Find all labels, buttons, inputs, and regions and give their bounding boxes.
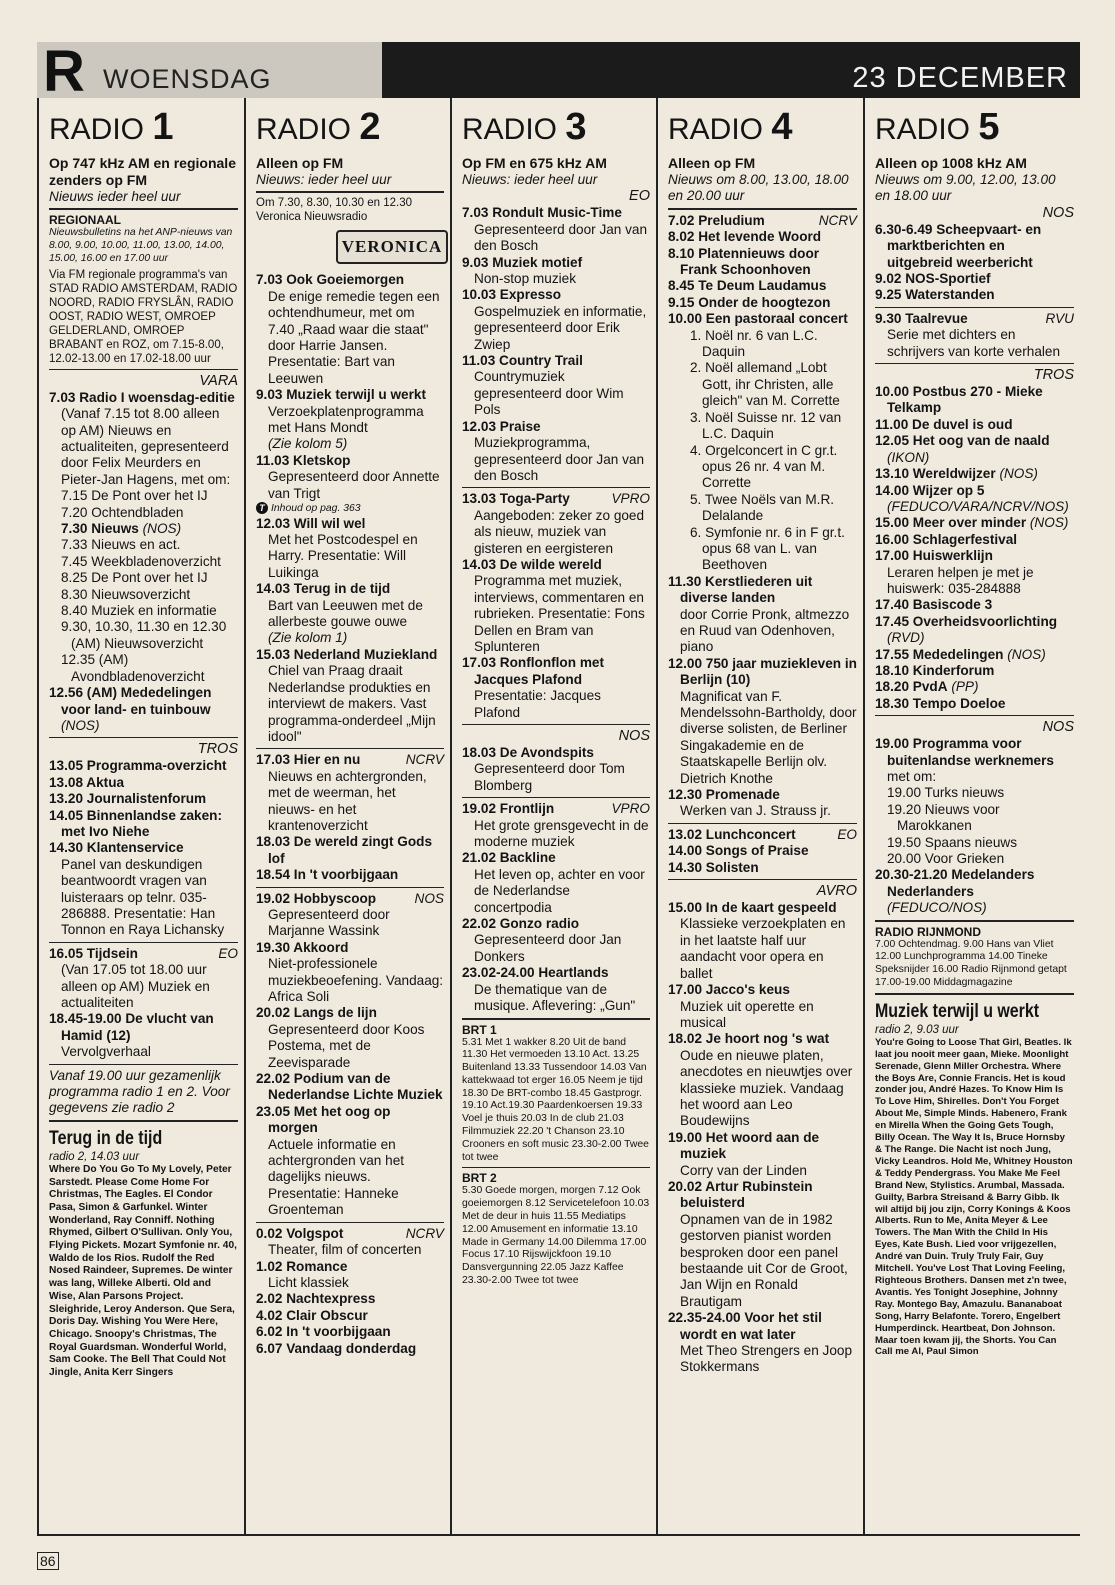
- program-description: Niet-professionele muziekbeoefening. Vandaag: Africa Soli: [268, 956, 444, 1005]
- divider: [49, 208, 238, 210]
- veronica-news-times: Om 7.30, 8.30, 10.30 en 12.30 Veronica Nieuwsradio: [256, 197, 413, 224]
- program-entry: 19.02 Frontlijn VPRO: [462, 801, 650, 817]
- program-description: Het grote grensgevecht in de moderne muziek: [474, 817, 649, 850]
- divider: [256, 887, 444, 888]
- program-entry: 12.56 (AM) Mededelingen voor land- en tuinbouw (NOS): [49, 685, 212, 733]
- sub-item: 7.15 De Pont over het IJ: [61, 488, 208, 504]
- program-entry: 18.54 In 't voorbijgaan: [256, 867, 399, 883]
- program-description: Gepresenteerd door Jan van den Bosch: [474, 221, 648, 254]
- program-entry: 13.10 Wereldwijzer (NOS): [875, 466, 1038, 482]
- radio-1-title: RADIO 1: [49, 106, 174, 148]
- program-entry: 6.30-6.49 Scheepvaart- en marktberichten en uitgebreid weerbericht: [875, 221, 1042, 270]
- date-label: 23 DECEMBER: [852, 62, 1068, 94]
- sub-item: 20.00 Voor Grieken: [887, 851, 1005, 867]
- program-entry: 12.30 Promenade: [668, 787, 780, 803]
- program-entry: 7.03 Radio I woensdag-editie: [49, 389, 235, 405]
- program-sub-items: [875, 785, 1074, 867]
- program-description: Theater, film of concerten: [268, 1242, 422, 1258]
- divider: [49, 1120, 238, 1122]
- program-entry: 2.02 Nachtexpress: [256, 1291, 376, 1307]
- broadcaster-label: TROS: [1033, 367, 1074, 384]
- program-description: Panel van deskundigen beantwoordt vragen van luisteraars op telnr. 035-286888. Presentatie: Han Tonnon en Raya Lichansky: [61, 856, 225, 938]
- program-description: (Vanaf 7.15 tot 8.00 alleen op AM) Nieuws en actualiteiten, gepresenteerd door Felix Meurders en Pieter-Jan Hagens, met om:: [61, 406, 231, 487]
- sub-item: 7.30 Nieuws (NOS): [61, 521, 182, 537]
- program-entry: 14.30 Klantenservice: [49, 840, 184, 856]
- program-description: Serie met dichters en schrijvers van korte verhalen: [887, 327, 1061, 359]
- program-entry: 11.00 De duvel is oud: [875, 416, 1013, 432]
- program-description: Muziekprogramma, gepresenteerd door Jan van den Bosch: [474, 435, 645, 483]
- news-schedule: Nieuws ieder heel uur: [49, 189, 181, 204]
- program-description: Leraren helpen je met je huiswerk: 035-284888: [887, 564, 1034, 596]
- sub-item: 4. Orgelconcert in C gr.t. opus 26 nr. 4 van M. Corrette: [690, 442, 838, 491]
- section-letter: R: [43, 39, 85, 104]
- program-entry: 11.03 Country Trail: [462, 353, 583, 369]
- program-entry: 6.02 In 't voorbijgaan: [256, 1324, 391, 1340]
- program-description: Gepresenteerd door Jan Donkers: [474, 932, 622, 964]
- program-entry: 10.00 Een pastoraal concert: [668, 311, 848, 327]
- rijnmond-schedule: 7.00 Ochtendmag. 9.00 Hans van Vliet 12.00 Lunchprogramma 14.00 Tineke Speksnijder 16.00 Radio Rijnmond getapt 17.00-19.00 Middagmagazine: [875, 938, 1067, 989]
- broadcaster-label: TROS: [197, 741, 238, 758]
- brt2-heading: BRT 2: [462, 1171, 497, 1186]
- radio-3-column: [452, 98, 656, 1536]
- divider: [49, 942, 238, 943]
- radio-3-title: RADIO 3: [462, 106, 587, 148]
- sub-item: 7.45 Weekbladenoverzicht: [61, 553, 221, 569]
- broadcaster-label: EO: [629, 188, 650, 205]
- divider: [875, 715, 1074, 716]
- divider: [49, 369, 238, 370]
- program-description: Opnamen van de in 1982 gestorven pianist worden besproken door een panel bestaande uit Cor de Groot, Jan Wijn en Ronald Brautigam: [680, 1211, 848, 1309]
- sub-item: 1. Noël nr. 6 van L.C. Daquin: [690, 327, 818, 360]
- news-schedule: Nieuws om 8.00, 13.00, 18.00 en 20.00 uur: [668, 172, 849, 204]
- day-label: WOENSDAG: [103, 64, 272, 94]
- program-entry: 19.02 Hobbyscoop NOS: [256, 890, 444, 906]
- program-entry: 17.00 Huiswerklijn: [875, 548, 993, 564]
- broadcaster-label: NOS: [1042, 204, 1074, 221]
- program-entry: 9.25 Waterstanden: [875, 287, 995, 303]
- brt2-schedule: 5.30 Goede morgen, morgen 7.12 Ook goeiemorgen 8.12 Servicetelefoon 10.03 Met de deur in huis 11.55 Mediatips 12.00 Amusement en informatie 13.10 Made in Germany 14.00 Dilemma 17.00 Focus 17.10 Rijswijckfoon 19.10 Dansvergunning 22.05 Jazz Kaffee 23.30-2.00 Twee tot twee: [462, 1185, 650, 1287]
- program-description: (Van 17.05 tot 18.00 uur alleen op AM) Muziek en actualiteiten: [61, 962, 210, 1011]
- program-entry: 19.00 Programma voor buitenlandse werknemers met om:: [875, 736, 1054, 784]
- program-entry: 14.00 Songs of Praise: [668, 843, 809, 859]
- divider: [49, 1064, 238, 1065]
- sub-item: 8.25 De Pont over het IJ: [61, 570, 208, 586]
- program-entry: 14.03 Terug in de tijd: [256, 581, 391, 597]
- broadcaster-label: AVRO: [816, 883, 857, 900]
- program-description: Licht klassiek: [268, 1274, 349, 1290]
- news-schedule: Nieuws: ieder heel uur: [462, 172, 598, 187]
- divider: [668, 823, 857, 824]
- program-description: Actuele informatie en achtergronden van het dagelijks nieuws. Presentatie: Hanneke Groenteman: [268, 1136, 405, 1218]
- sub-item: 7.33 Nieuws en act.: [61, 537, 181, 553]
- sub-item: 19.50 Spaans nieuws: [887, 834, 1017, 850]
- divider: [668, 208, 857, 210]
- program-entry: 16.00 Schlagerfestival: [875, 531, 1018, 547]
- sub-item: 5. Twee Noëls van M.R. Delalande: [690, 491, 835, 524]
- program-entry: 18.30 Tempo Doeloe: [875, 695, 1006, 711]
- program-entry: 10.03 Expresso: [462, 287, 561, 303]
- program-entry: 20.30-21.20 Medelanders Nederlanders (FEDUCO/NOS): [875, 867, 1035, 916]
- page-header: [37, 39, 1080, 104]
- program-description: Verzoekplatenprogramma met Hans Mondt: [268, 403, 424, 436]
- program-description: Gepresenteerd door Marjanne Wassink: [268, 906, 390, 939]
- program-entry: 13.08 Aktua: [49, 774, 125, 790]
- program-entry: 17.03 Hier en nu NCRV: [256, 752, 444, 768]
- radio-2-column: [246, 98, 450, 1536]
- program-description: De thematique van de musique. Aflevering: „Gun": [474, 981, 636, 1014]
- program-entry: 18.03 De Avondspits: [462, 745, 594, 760]
- regional-text: Via FM regionale programma's van STAD RADIO AMSTERDAM, RADIO NOORD, RADIO FRYSLÂN, RADIO OOST, RADIO WEST, OMROEP GELDERLAND, OMROEP BRABANT en ROZ, om 7.15-8.00, 12.02-13.00 en 17.02-18.00 uur: [49, 268, 238, 365]
- sub-item: 9.30, 10.30, 11.30 en 12.30 (AM) Nieuwsoverzicht: [61, 619, 227, 651]
- program-description: Magnificat van F. Mendelssohn-Bartholdy, door diverse solisten, de Berliner Singakademie en de Staatskapelle Berlijn olv. Dietrich Knothe: [680, 688, 857, 786]
- divider: [256, 1222, 444, 1223]
- program-entry: 23.05 Met het oog op morgen: [256, 1103, 391, 1136]
- program-description: De enige remedie tegen een ochtendhumeur, met om 7.40 „Raad waar die staat" door Harrie Jansen. Presentatie: Bart van Leeuwen: [268, 288, 440, 386]
- program-entry: 17.40 Basiscode 3: [875, 597, 993, 613]
- program-entry: 14.00 Wijzer op 5 (FEDUCO/VARA/NCRV/NOS): [875, 482, 1069, 514]
- divider: [668, 879, 857, 880]
- brt1-heading: BRT 1: [462, 1022, 497, 1037]
- program-entry: 9.30 Taalrevue RVU: [875, 310, 1074, 326]
- program-entry: 17.00 Jacco's keus: [668, 982, 790, 998]
- program-entry: 12.03 Praise: [462, 418, 541, 434]
- divider: [875, 363, 1074, 364]
- program-entry: 12.05 Het oog van de naald (IKON): [875, 433, 1050, 465]
- program-entry: 18.10 Kinderforum: [875, 662, 995, 678]
- program-entry: 15.00 In de kaart gespeeld: [668, 900, 837, 916]
- radio-5-column: [865, 98, 1080, 1536]
- frequency: Op FM en 675 kHz AM: [462, 155, 607, 171]
- radio-4-title: RADIO 4: [668, 106, 793, 148]
- program-description: Gospelmuziek en informatie, gepresenteerd door Erik Zwiep: [474, 303, 647, 352]
- frequency: Alleen op 1008 kHz AM: [875, 155, 1027, 171]
- divider: [462, 1167, 650, 1168]
- program-entry: 9.02 NOS-Sportief: [875, 271, 991, 287]
- program-description: Vervolgverhaal: [61, 1044, 151, 1060]
- feature-box-title: Terug in de tijd: [49, 1127, 163, 1149]
- sub-item: 8.30 Nieuwsoverzicht: [61, 586, 191, 602]
- regional-news: Nieuwsbulletins na het ANP-nieuws van 8.00, 9.00, 10.00, 11.00, 13.00, 14.00, 15.00, 16.00 en 17.00 uur: [49, 227, 233, 264]
- program-entry: 18.20 PvdA (PP): [875, 679, 979, 695]
- divider: [256, 191, 444, 193]
- sub-item: 6. Symfonie nr. 6 in F gr.t. opus 68 van L. van Beethoven: [690, 524, 845, 573]
- program-description: Klassieke verzoekplaten en in het laatste half uur aandacht voor opera en ballet: [680, 916, 846, 981]
- program-sub-items: [49, 488, 238, 685]
- program-entry: 0.02 Volgspot NCRV: [256, 1225, 444, 1241]
- program-entry: 4.02 Clair Obscur: [256, 1307, 368, 1323]
- program-entry: 11.03 Kletskop: [256, 452, 351, 468]
- program-entry: 18.45-19.00 De vlucht van Hamid (12): [49, 1011, 214, 1043]
- divider: [462, 724, 650, 725]
- feature-box-playlist: You're Going to Loose That Girl, Beatles. Ik laat jou nooit meer gaan, Mieke. Moonlight Serenade, Glenn Miller Orchestra. Where the Boys Are, Connie Francis. Het is koud zonder jou, André Hazes. To Know Him Is To Love Him, Shirelles. Don't You Forget About Me, Simple Minds. Habenero, Frank en Mirella When the Going Gets Tough, Billy Ocean. The Way It Is, Bruce Hornsby & The Range. Die Nacht ist noch Jung, Vicky Leandros. Hold Me, Whitney Houston & Teddy Pendergrass. You Make Me Feel Brand New, Stylistics. Arumbal, Massada. Guilty, Barbra Streisand & Barry Gibb. Ik wil altijd bij jou zijn, Corry Konings & Koos Alberts. Run to Me, Anita Meyer & Lee Towers. The Man With the Child In His Eyes, Kate Bush. Lied voor vrijgezellen, André van Duin. Truly Truly Fair, Guy Mitchell. You've Lost That Loving Feeling, Righteous Brothers. Dansen met z'n twee, Avantis. Yes Tonight Josephine, Johnny Ray. Montego Bay, Amazulu. Bananaboat Song, Harry Belafonte. Torero, Engelbert Humperdinck. Heartbeat, Don Johnson. Maar toen kwam jij, the Shorts. You Can Call me Al, Paul Simon: [875, 1036, 1073, 1358]
- broadcaster-label: NOS: [1042, 719, 1074, 736]
- program-entry: 8.45 Te Deum Laudamus: [668, 278, 827, 294]
- info-t-icon: T: [256, 502, 268, 514]
- program-description: Chiel van Praag draait Nederlandse produkties en interviewt de makers. Vast programma-onderdeel „Mijn idool": [268, 663, 436, 744]
- sub-item: 12.35 (AM) Avondbladenoverzicht: [61, 652, 205, 684]
- program-description: door Corrie Pronk, altmezzo en Ruud van Odenhoven, piano: [680, 606, 850, 655]
- feature-box-title: Muziek terwijl u werkt: [875, 1000, 1040, 1022]
- program-sub-items: [668, 328, 857, 574]
- program-description: Nieuws en achtergronden, met de weerman, het nieuws- en het krantenoverzicht: [268, 768, 427, 833]
- program-description: Gepresenteerd door Koos Postema, met de Zeevisparade: [268, 1021, 425, 1070]
- page-number: 86: [37, 1552, 59, 1570]
- program-entry: 18.02 Je hoort nog 's wat: [668, 1031, 830, 1047]
- program-entry: 7.03 Ook Goeiemorgen: [256, 272, 405, 288]
- radio-1-column: [39, 98, 244, 1536]
- radio-5-title: RADIO 5: [875, 106, 1000, 148]
- program-entry: 14.05 Binnenlandse zaken: met Ivo Niehe: [49, 807, 223, 839]
- program-description: Corry van der Linden: [680, 1162, 807, 1178]
- sub-item: 19.20 Nieuws voor Marokkanen: [887, 801, 1000, 834]
- program-entry: 14.03 De wilde wereld: [462, 556, 602, 572]
- program-description: Met Theo Strengers en Joop Stokkermans: [680, 1343, 853, 1375]
- feature-box-playlist: Where Do You Go To My Lovely, Peter Sarstedt. Please Come Home For Christmas, The Eagles. El Condor Pasa, Simon & Garfunkel. Winter Wonderland, Ray Conniff. Nothing Rhymed, Gilbert O'Sullivan. Only You, Flying Pickets. Mozart Symfonie nr. 40, Waldo de los Rios. Rudolf the Red Nosed Raindeer, Supremes. De winter was lang, Willeke Alberti. Old and Wise, Alan Parsons Project. Sleighride, Leroy Anderson. Que Sera, Doris Day. Wishing You Were Here, Chicago. Snoopy's Christmas, The Royal Guardsman. Wonderful World, Sam Cooke. The Bell That Could Not Jingle, Anita Kerr Singers: [49, 1163, 237, 1379]
- program-description: Bart van Leeuwen met de allerbeste gouwe ouwe: [268, 597, 423, 630]
- program-entry: 19.00 Het woord aan de muziek: [668, 1129, 820, 1162]
- program-entry: 6.07 Vandaag donderdag: [256, 1340, 417, 1356]
- program-description: Aangeboden: zeker zo goed als nieuw, muziek van gisteren en eergisteren: [474, 507, 645, 556]
- program-entry: 17.03 Ronflonflon met Jacques Plafond: [462, 655, 604, 687]
- program-entry: 13.03 Toga-Party VPRO: [462, 491, 650, 507]
- frequency: Alleen op FM: [668, 155, 756, 171]
- veronica-logo: VERONICA: [336, 230, 448, 264]
- frequency: Op 747 kHz AM en regionale zenders op FM: [49, 155, 236, 188]
- divider: [49, 737, 238, 738]
- divider: [875, 920, 1074, 922]
- program-description: Gepresenteerd door Annette van Trigt: [268, 469, 440, 501]
- broadcaster-label: NOS: [618, 728, 650, 744]
- program-entry: 12.00 750 jaar muziekleven in Berlijn (10): [668, 655, 857, 688]
- program-entry: 8.10 Platennieuws door Frank Schoonhoven: [668, 245, 820, 278]
- program-description: Programma met muziek, interviews, commentaren en rubrieken. Presentatie: Fons Dellen en Bram van Splunteren: [474, 573, 645, 654]
- program-entry: 1.02 Romance: [256, 1258, 348, 1274]
- feature-box-subtitle: radio 2, 9.03 uur: [875, 1023, 959, 1036]
- program-entry: 17.45 Overheidsvoorlichting (RVD): [875, 613, 1058, 646]
- program-note: (Zie kolom 5): [268, 436, 348, 452]
- program-entry: 11.30 Kerstliederen uit diverse landen: [668, 573, 813, 606]
- sub-item: 8.40 Muziek en informatie: [61, 603, 217, 619]
- header-right-band: [382, 42, 1080, 98]
- program-entry: 7.02 Preludium NCRV: [668, 212, 857, 228]
- content-reference: T Inhoud op pag. 363: [256, 502, 444, 516]
- program-entry: 22.35-24.00 Voor het stil wordt en wat later: [668, 1310, 822, 1342]
- radio-2-title: RADIO 2: [256, 106, 381, 148]
- program-entry: 20.02 Langs de lijn: [256, 1005, 377, 1021]
- program-description: Countrymuziek gepresenteerd door Wim Pols: [474, 369, 624, 418]
- program-entry: 21.02 Backline: [462, 850, 556, 866]
- program-entry: 13.02 Lunchconcert EO: [668, 826, 857, 842]
- divider: [875, 307, 1074, 308]
- program-description: Het leven op, achter en voor de Nederlandse concertpodia: [474, 866, 645, 915]
- program-entry: 22.02 Gonzo radio: [462, 916, 580, 932]
- header-left-band: [37, 39, 382, 104]
- divider: [462, 487, 650, 488]
- brt1-schedule: 5.31 Met 1 wakker 8.20 Uit de band 11.30 Het vermoeden 13.10 Act. 13.25 Buitenland 13.33 Tussendoor 14.03 Van kattekwaad tot erger 16.05 Neem je tijd 18.30 De BRT-combo 18.45 Gastprogr. 19.10 Act.19.30 Paardenkoersen 19.33 Voel je thuis 20.03 In de club 21.03 Filmmuziek 22.20 't Chanson 23.10 Crooners en soft music 23.30-2.00 Twee tot twee: [462, 1036, 649, 1163]
- program-entry: 18.03 De wereld zingt Gods lof: [256, 834, 433, 866]
- divider: [462, 1018, 650, 1020]
- program-entry: 22.02 Podium van de Nederlandse Lichte Muziek: [256, 1071, 443, 1103]
- program-entry: 9.03 Muziek terwijl u werkt: [256, 387, 426, 403]
- program-entry: 20.02 Artur Rubinstein beluisterd: [668, 1178, 813, 1211]
- program-entry: 13.05 Programma-overzicht: [49, 758, 227, 774]
- sub-item: 7.20 Ochtendbladen: [61, 504, 184, 520]
- divider: [462, 797, 650, 798]
- tv-guide-page: [37, 39, 1080, 1570]
- program-entry: 19.30 Akkoord: [256, 939, 349, 955]
- program-note: (Zie kolom 1): [268, 630, 348, 646]
- radio-4-column: [658, 98, 863, 1536]
- program-entry: 17.55 Mededelingen (NOS): [875, 646, 1046, 662]
- sub-item: 19.00 Turks nieuws: [887, 785, 1005, 801]
- news-schedule: Nieuws: ieder heel uur: [256, 172, 392, 187]
- program-description: Gepresenteerd door Tom Blomberg: [474, 761, 625, 793]
- combined-program-note: Vanaf 19.00 uur gezamenlijk programma radio 1 en 2. Voor gegevens zie radio 2: [49, 1067, 230, 1116]
- program-description: Presentatie: Jacques Plafond: [474, 688, 601, 720]
- program-description: Werken van J. Strauss jr.: [680, 803, 831, 819]
- program-entry: 10.00 Postbus 270 - Mieke Telkamp: [875, 384, 1043, 416]
- program-entry: 9.15 Onder de hoogtezon: [668, 294, 831, 310]
- rijnmond-heading: RADIO RIJNMOND: [875, 924, 982, 939]
- program-entry: 9.03 Muziek motief: [462, 254, 583, 270]
- regional-heading: REGIONAAL: [49, 213, 121, 228]
- program-entry: 16.05 Tijdsein EO: [49, 945, 238, 961]
- sub-item: 3. Noël Suisse nr. 12 van L.C. Daquin: [690, 409, 842, 442]
- frequency: Alleen op FM: [256, 155, 344, 171]
- program-entry: 12.03 Will wil wel: [256, 515, 366, 531]
- news-schedule: Nieuws om 9.00, 12.00, 13.00 en 18.00 uur: [875, 172, 1056, 204]
- program-entry: 23.02-24.00 Heartlands: [462, 965, 609, 981]
- divider: [256, 748, 444, 749]
- program-entry: 14.30 Solisten: [668, 859, 759, 875]
- program-description: Oude en nieuwe platen, anecdotes en nieuwtjes over klassieke muziek. Vandaag het woord aan Leo Boudewijns: [680, 1047, 853, 1129]
- sub-item: 2. Noël allemand „Lobt Gott, ihr Christen, alle gleich" van M. Corrette: [690, 360, 840, 409]
- program-entry: 7.03 Rondult Music-Time: [462, 205, 622, 221]
- program-description: Muziek uit operette en musical: [680, 998, 814, 1030]
- program-entry: 8.02 Het levende Woord: [668, 229, 822, 245]
- broadcaster-label: VARA: [199, 372, 238, 389]
- program-description: Met het Postcodespel en Harry. Presentatie: Will Luikinga: [268, 532, 418, 580]
- program-description: Non-stop muziek: [474, 271, 576, 287]
- program-entry: 15.03 Nederland Muziekland: [256, 646, 438, 662]
- divider: [875, 993, 1074, 995]
- program-entry: 13.20 Journalistenforum: [49, 791, 207, 807]
- feature-box-subtitle: radio 2, 14.03 uur: [49, 1150, 140, 1163]
- program-entry: 15.00 Meer over minder (NOS): [875, 515, 1069, 531]
